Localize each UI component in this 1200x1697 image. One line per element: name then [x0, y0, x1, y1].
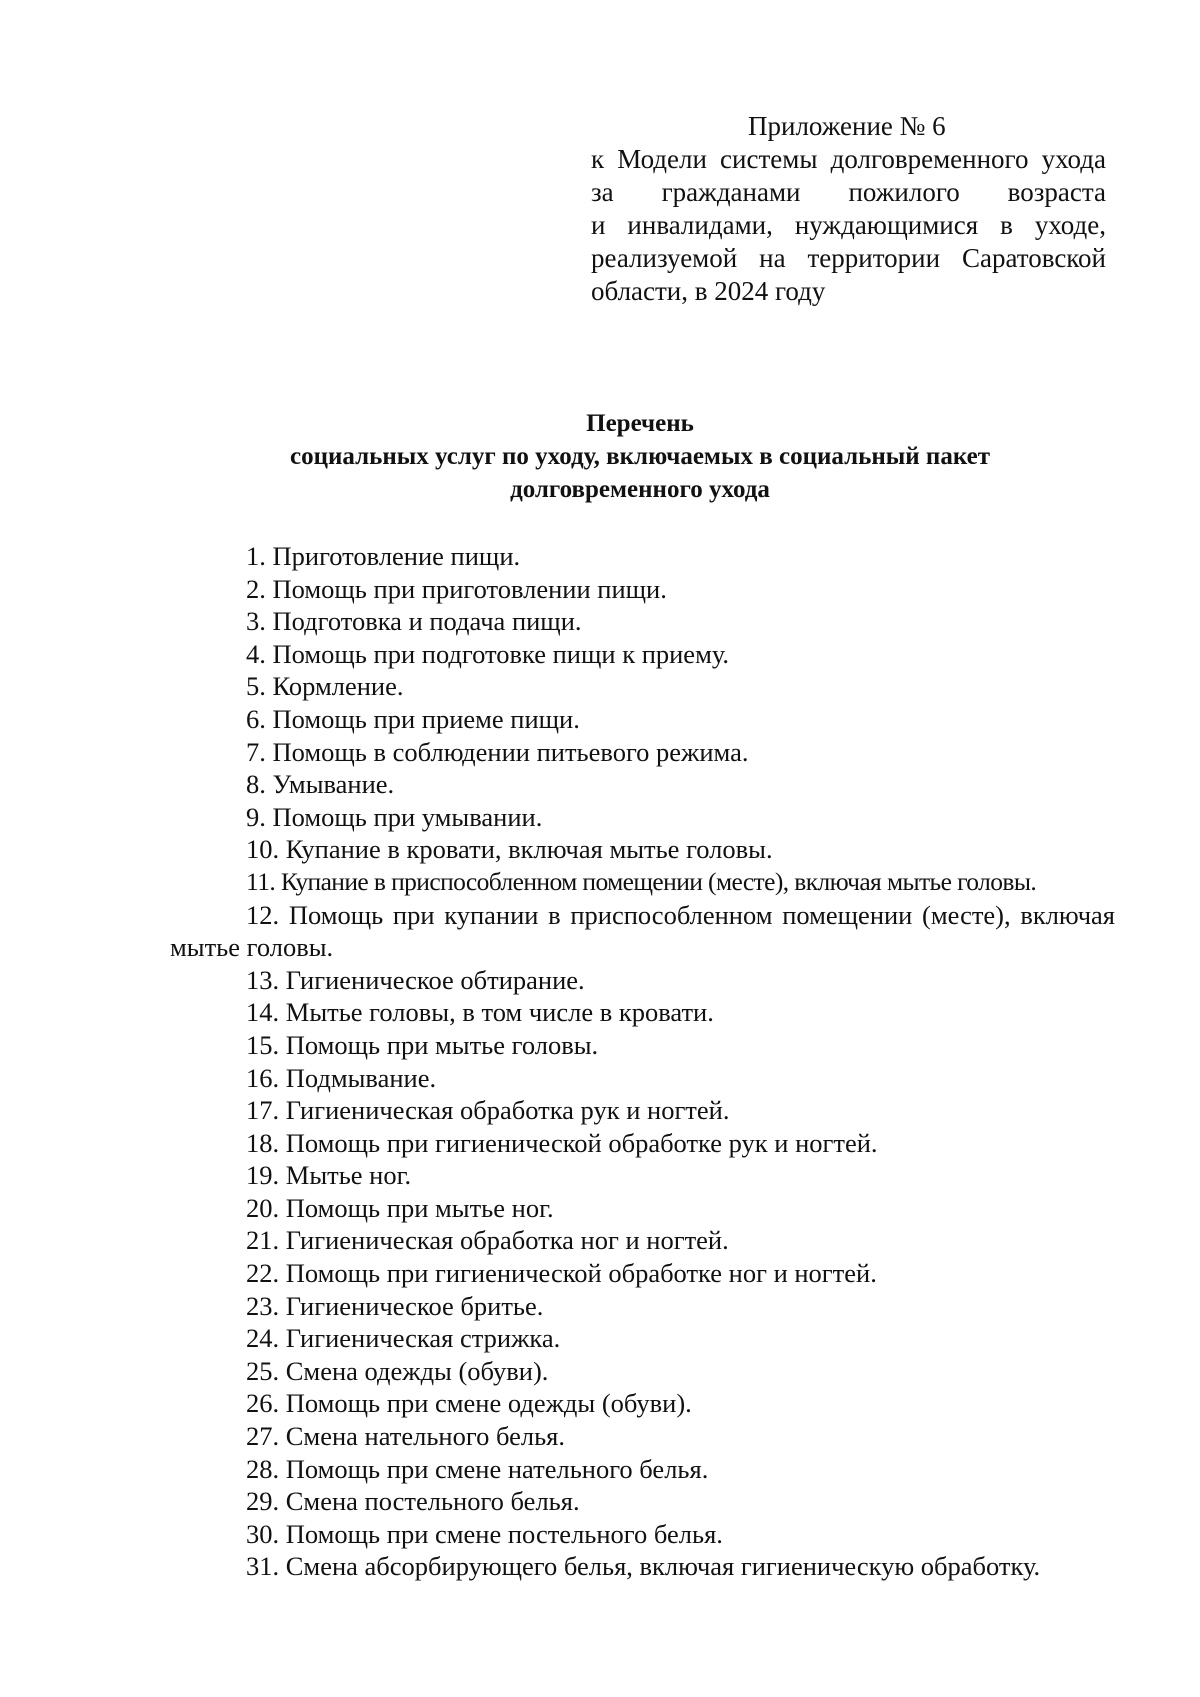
appendix-line: за гражданами пожилого возраста: [591, 177, 1106, 207]
list-item: 14. Мытье головы, в том числе в кровати.: [246, 997, 714, 1028]
appendix-line: и инвалидами, нуждающимися в уходе,: [591, 210, 1106, 240]
services-list: [170, 540, 1115, 1583]
heading-title: Перечень: [586, 410, 694, 437]
heading-subtitle: социальных услуг по уходу, включаемых в социальный пакет: [290, 443, 990, 470]
appendix-line: к Модели системы долговременного ухода: [591, 144, 1106, 174]
list-item: 30. Помощь при смене постельного белья.: [246, 1518, 723, 1549]
appendix-reference: [591, 143, 1106, 308]
appendix-line: реализуемой на территории Саратовской: [591, 243, 1106, 273]
list-item: 28. Помощь при смене нательного белья.: [246, 1453, 709, 1484]
list-item: 26. Помощь при смене одежды (обуви).: [246, 1388, 692, 1419]
list-item: 27. Смена нательного белья.: [246, 1421, 565, 1452]
appendix-line: области, в 2024 году: [591, 276, 826, 306]
list-item: 15. Помощь при мытье головы.: [246, 1029, 599, 1060]
heading-subtitle-continued: долговременного ухода: [510, 476, 770, 503]
list-item: 12. Помощь при купании в приспособленном помещении (месте), включая мытье головы.: [170, 899, 1115, 963]
list-item: 11. Купание в приспособленном помещении (месте), включая мытье головы.: [246, 866, 1037, 896]
list-item: 10. Купание в кровати, включая мытье головы.: [246, 834, 773, 865]
list-item: 23. Гигиеническое бритье.: [246, 1290, 544, 1321]
list-item: 8. Умывание.: [246, 769, 395, 800]
document-heading: [170, 407, 1110, 506]
list-item: 16. Подмывание.: [246, 1062, 437, 1093]
list-item: 22. Помощь при гигиенической обработке ног и ногтей.: [246, 1258, 877, 1289]
list-item: 13. Гигиеническое обтирание.: [246, 964, 585, 995]
list-item: 3. Подготовка и подача пищи.: [246, 606, 582, 637]
list-item: 31. Смена абсорбирующего белья, включая гигиеническую обработку.: [246, 1551, 1041, 1582]
list-item: 1. Приготовление пищи.: [246, 541, 521, 571]
list-item: 19. Мытье ног.: [246, 1160, 412, 1191]
list-item: 25. Смена одежды (обуви).: [246, 1355, 549, 1386]
appendix-title: Приложение № 6: [748, 111, 946, 141]
list-item: 29. Смена постельного белья.: [246, 1486, 580, 1517]
list-item: 4. Помощь при подготовке пищи к приему.: [246, 638, 730, 669]
list-item: 24. Гигиеническая стрижка.: [246, 1323, 561, 1354]
list-item: 6. Помощь при приеме пищи.: [246, 703, 580, 734]
list-item: 9. Помощь при умывании.: [246, 801, 543, 832]
list-item: 20. Помощь при мытье ног.: [246, 1192, 554, 1223]
list-item: 7. Помощь в соблюдении питьевого режима.: [246, 736, 749, 767]
list-item: 2. Помощь при приготовлении пищи.: [246, 573, 667, 604]
list-item: 5. Кормление.: [246, 671, 404, 702]
list-item: 18. Помощь при гигиенической обработке рук и ногтей.: [246, 1127, 878, 1158]
list-item: 17. Гигиеническая обработка рук и ногтей.: [246, 1095, 730, 1126]
list-item: 21. Гигиеническая обработка ног и ногтей.: [246, 1225, 729, 1256]
